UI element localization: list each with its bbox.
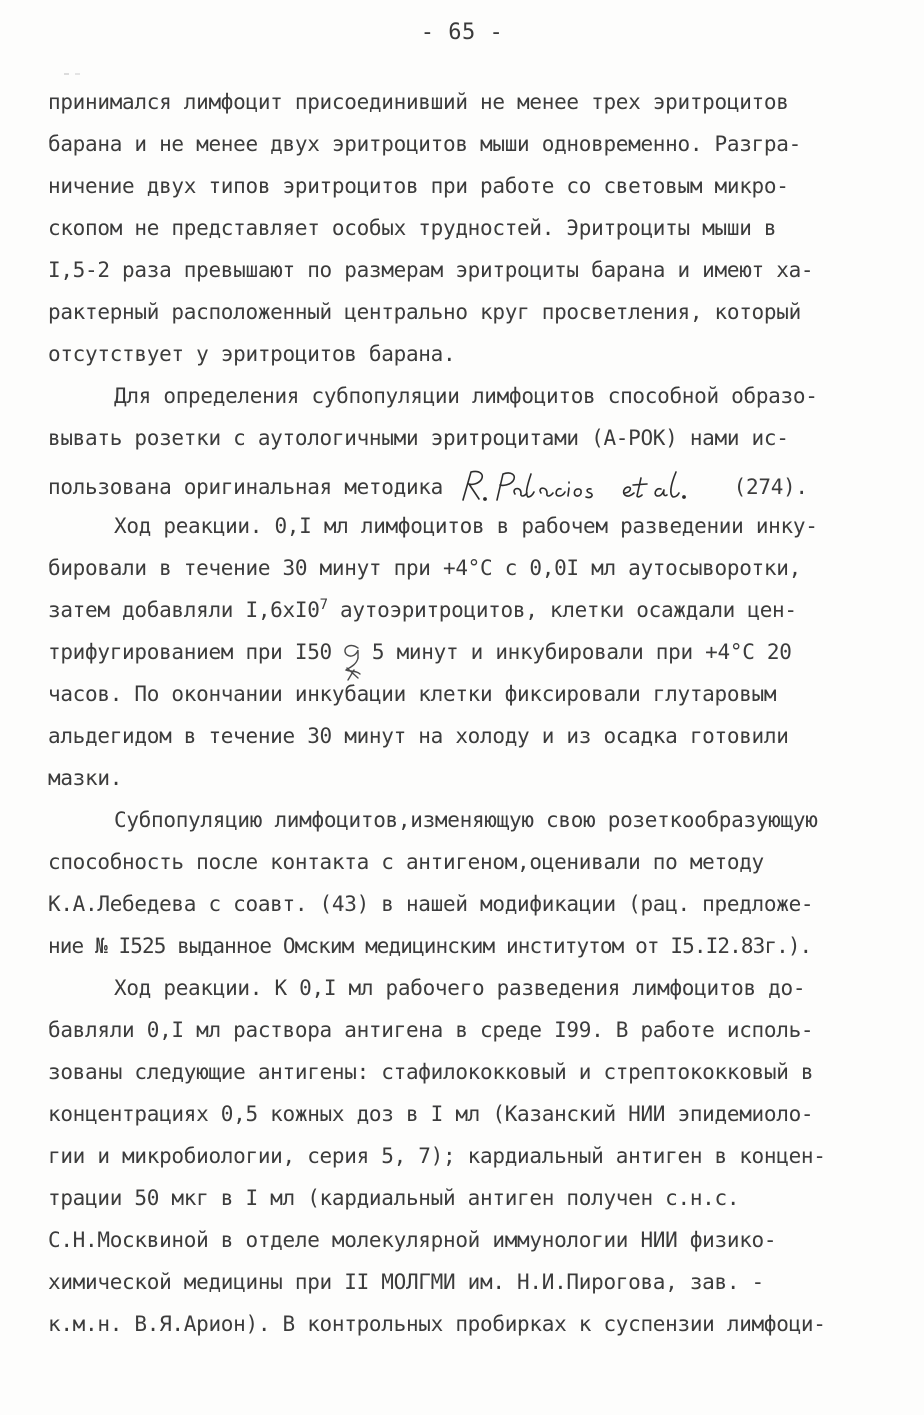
text-fragment: трифугированием при I50 <box>48 640 332 664</box>
exponent: 7 <box>319 597 328 613</box>
text-line: часов. По окончании инкубации клетки фиксировали глутаровым <box>48 682 777 706</box>
text-line: С.Н.Москвиной в отделе молекулярной иммунологии НИИ физико- <box>48 1228 777 1252</box>
text-line: к.м.н. В.Я.Арион). В контрольных пробирках к суспензии лимфоци- <box>48 1312 826 1336</box>
text-line: способность после контакта с антигеном,оценивали по методу <box>48 850 764 874</box>
text-fragment: аутоэритроцитов, клетки осаждали цен- <box>327 598 797 622</box>
text-line: отсутствует у эритроцитов барана. <box>48 342 456 366</box>
text-line: бировали в течение 30 минут при +4°C с 0,0I мл аутосыворотки, <box>48 556 801 580</box>
text-line: скопом не представляет особых трудностей. Эритроциты мыши в <box>48 216 777 240</box>
text-fragment: 5 минут и инкубировали при +4°C 20 <box>371 640 792 664</box>
paragraph-first-line: Ход реакции. К 0,I мл рабочего разведения лимфоцитов до- <box>114 976 806 1000</box>
text-line: мазки. <box>48 766 123 790</box>
text-line: бавляли 0,I мл раствора антигена в среде I99. В работе исполь- <box>48 1018 814 1042</box>
paragraph-first-line: Для определения субпопуляции лимфоцитов способной образо- <box>114 384 818 408</box>
text-line: рактерный расположенный центрально круг просветления, который <box>48 300 801 324</box>
paragraph-first-line: Ход реакции. 0,I мл лимфоцитов в рабочем разведении инку- <box>114 514 818 538</box>
page-number: - 65 - <box>420 20 504 45</box>
handwritten-g <box>338 634 368 682</box>
text-fragment: пользована оригинальная методика <box>48 475 443 499</box>
text-line-with-handwriting <box>48 466 848 499</box>
text-line: химической медицины при II МОЛГМИ им. Н.И.Пирогова, зав. - <box>48 1270 764 1294</box>
paragraph-first-line: Субпопуляцию лимфоцитов,изменяющую свою розеткообразующую <box>114 808 818 832</box>
text-line <box>48 638 848 666</box>
text-fragment: затем добавляли I,6xI0 <box>48 598 320 622</box>
text-line: зованы следующие антигены: стафилококковый и стрептококковый в <box>48 1060 814 1084</box>
text-line: гии и микробиологии, серия 5, 7); кардиальный антиген в концен- <box>48 1144 826 1168</box>
text-line: трации 50 мкг в I мл (кардиальный антиген получен с.н.с. <box>48 1186 740 1210</box>
text-line: К.А.Лебедева с соавт. (43) в нашей модификации (рац. предложе- <box>48 892 814 916</box>
text-line: ничение двух типов эритроцитов при работе со световым микро- <box>48 174 789 198</box>
handwritten-reference <box>457 466 715 504</box>
text-line: альдегидом в течение 30 минут на холоду и из осадка готовили <box>48 724 789 748</box>
text-line: ние № I525 выданное Омским медицинским институтом от I5.I2.83г.). <box>48 934 812 958</box>
text-line: барана и не менее двух эритроцитов мыши одновременно. Разгра- <box>48 132 801 156</box>
text-line: принимался лимфоцит присоединивший не менее трех эритроцитов <box>48 90 789 114</box>
text-line: концентрациях 0,5 кожных доз в I мл (Казанский НИИ эпидемиоло- <box>48 1102 814 1126</box>
scan-speck <box>64 72 82 76</box>
citation: (274). <box>733 475 808 499</box>
text-line: I,5-2 раза превышают по размерам эритроциты барана и имеют ха- <box>48 258 814 282</box>
text-line <box>48 596 848 624</box>
text-line: вывать розетки с аутологичными эритроцитами (А-РОК) нами ис- <box>48 426 789 450</box>
